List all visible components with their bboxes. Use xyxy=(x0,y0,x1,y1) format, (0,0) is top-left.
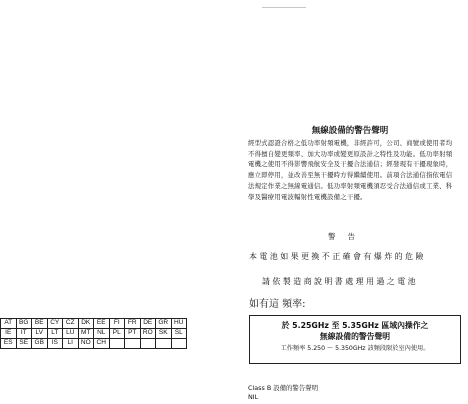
country-cell: MT xyxy=(78,329,94,339)
country-cell xyxy=(171,339,187,349)
top-divider xyxy=(262,7,306,8)
country-cell: LI xyxy=(63,339,79,349)
country-cell: SK xyxy=(156,329,172,339)
battery-warning-line-1: 本電池如果更換不正確會有爆炸的危險 xyxy=(249,252,426,261)
country-cell: PT xyxy=(125,329,141,339)
country-row xyxy=(1,319,187,329)
battery-warning-heading: 警告 xyxy=(328,232,367,241)
country-cell: AT xyxy=(1,319,17,329)
country-cell: FI xyxy=(109,319,125,329)
notice-title-line-2: 無線設備的警告聲明 xyxy=(319,332,391,341)
country-cell: CZ xyxy=(63,319,79,329)
battery-warning-line-2: 請依製造商說明書處理用過之電池 xyxy=(262,277,418,286)
country-cell: GB xyxy=(32,339,48,349)
country-cell xyxy=(156,339,172,349)
class-b-value: NIL xyxy=(248,393,259,401)
country-cell: RO xyxy=(140,329,156,339)
country-cell: DK xyxy=(78,319,94,329)
frequency-label: 如有這 頻率: xyxy=(249,299,306,310)
country-cell: EE xyxy=(94,319,110,329)
country-row xyxy=(1,329,187,339)
wireless-warning-title: 無線設備的警告聲明 xyxy=(311,126,389,136)
country-cell: IS xyxy=(47,339,63,349)
notice-text: 工作頻率 5.250 ～ 5.350GHz 該頻段限於室內使用。 xyxy=(280,345,430,352)
country-cell: BE xyxy=(32,319,48,329)
class-b-title: Class B 設備的警告聲明 xyxy=(248,384,318,392)
country-cell: CY xyxy=(47,319,63,329)
country-cell: FR xyxy=(125,319,141,329)
notice-title xyxy=(250,320,460,342)
country-cell: NL xyxy=(94,329,110,339)
country-cell: HU xyxy=(171,319,187,329)
country-cell: SL xyxy=(171,329,187,339)
country-cell xyxy=(140,339,156,349)
country-cell xyxy=(109,339,125,349)
country-cell: BG xyxy=(16,319,32,329)
country-row xyxy=(1,339,187,349)
notice-title-line-1: 於 5.25GHz 至 5.35GHz 區域內操作之 xyxy=(281,321,429,330)
country-cell: SE xyxy=(16,339,32,349)
frequency-notice-box xyxy=(249,315,461,364)
country-cell: GR xyxy=(156,319,172,329)
country-cell: DE xyxy=(140,319,156,329)
country-cell: NO xyxy=(78,339,94,349)
country-cell: ES xyxy=(1,339,17,349)
country-cell: LV xyxy=(32,329,48,339)
country-cell: LT xyxy=(47,329,63,339)
country-cell: IE xyxy=(1,329,17,339)
wireless-warning-body: 經型式認證合格之低功率射頻電機，非經許可，公司、商號或使用者均不得擅自變更頻率、加大功率或變更原設計之特性及功能。低功率射頻電機之使用不得影響飛航安全及干擾合法通信；經發現有干擾現象時，應立即停用，並改善至無干擾時方得繼續使用。前項合法通信指依電信法規定作業之無線電通信。低功率射頻電機須忍受合法通信或工業、科學及醫療用電波輻射性電機設備之干擾。 xyxy=(248,139,453,201)
country-cell: PL xyxy=(109,329,125,339)
country-cell: LU xyxy=(63,329,79,339)
country-cell: IT xyxy=(16,329,32,339)
country-cell: CH xyxy=(94,339,110,349)
country-code-table xyxy=(0,318,187,349)
country-cell xyxy=(125,339,141,349)
